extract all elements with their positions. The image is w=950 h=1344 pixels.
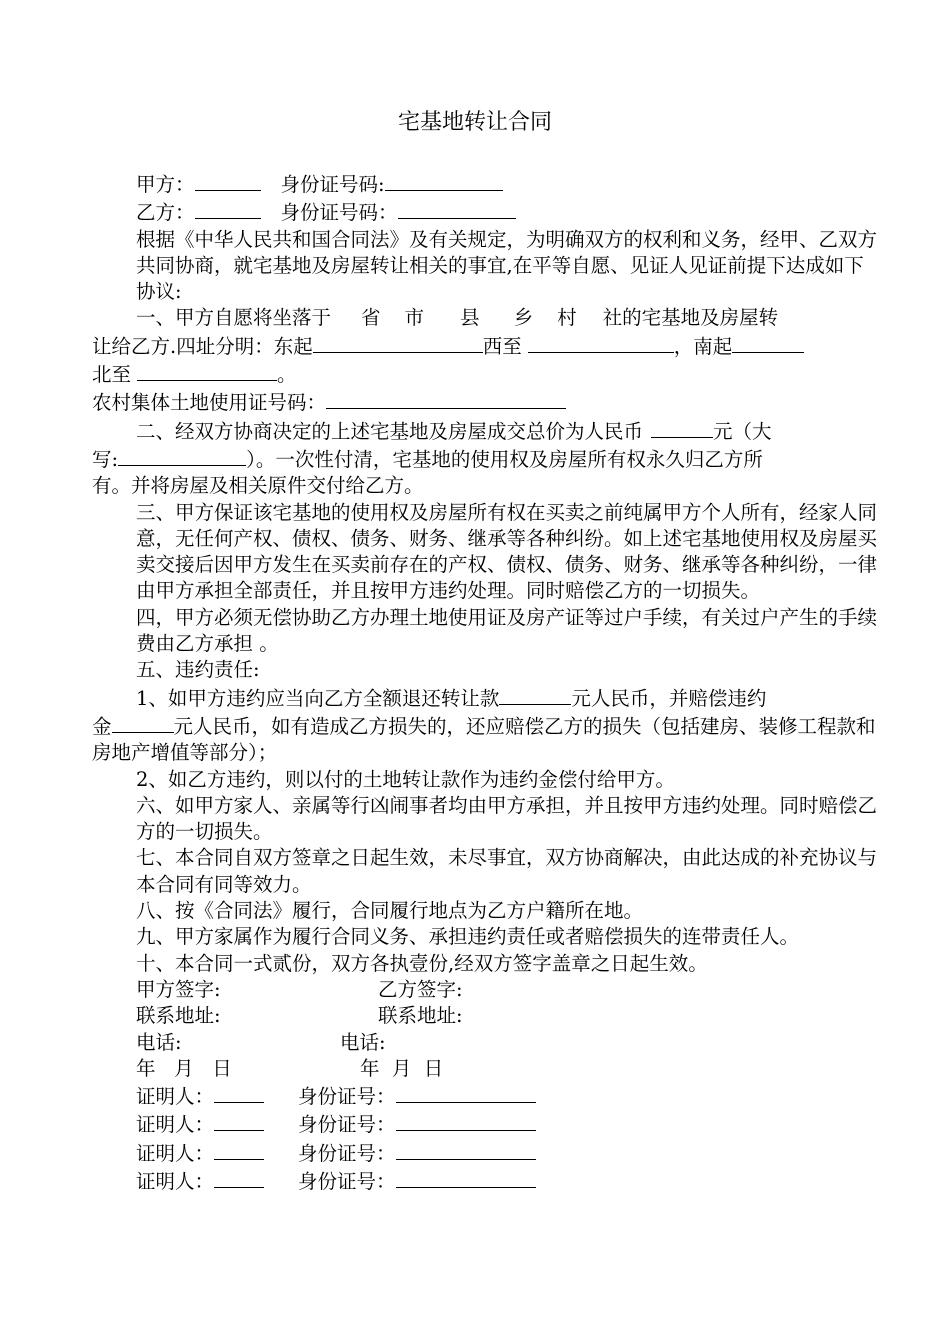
- clause-4: 四，甲方必须无偿协助乙方办理土地使用证及房产证等过户手续，有关过户产生的手续费由乙方承担 。: [136, 605, 878, 656]
- price-blank: [651, 417, 713, 438]
- witness-id-blank: [396, 1167, 536, 1188]
- south-label: ，南起: [673, 334, 733, 358]
- clause-5-heading: 五、违约责任:: [136, 658, 260, 682]
- clause-5-1a: 1、如甲方违约应当向乙方全额退还转让款: [136, 686, 500, 710]
- witness-id-blank: [396, 1082, 536, 1103]
- witness-name-blank: [214, 1082, 264, 1103]
- clause-1-east-label: 让给乙方.四址分明：东起: [92, 334, 313, 358]
- clause-1-end: 。: [277, 363, 297, 387]
- party-b-line: [92, 198, 882, 226]
- party-a-address-label: 联系地址:: [136, 1004, 221, 1028]
- clause-2: [92, 417, 882, 445]
- clause-2-yuan: 元（大: [713, 419, 772, 443]
- witness-name-blank: [214, 1110, 264, 1131]
- date-row: [92, 1056, 882, 1082]
- price-words-blank: [118, 445, 246, 466]
- north-label: 北至: [92, 363, 132, 387]
- west-label: 西至: [482, 334, 522, 358]
- witness-label: 证明人：: [136, 1169, 215, 1193]
- clause-1-boundaries: [92, 332, 882, 360]
- province-label: 省: [361, 306, 381, 330]
- witness-row: [92, 1110, 882, 1138]
- party-a-phone-label: 电话:: [136, 1030, 182, 1054]
- party-a-id-blank: [385, 170, 503, 191]
- clause-5-1c: 金: [92, 714, 112, 738]
- party-a-line: [92, 170, 882, 198]
- clause-1-she: 社的宅基地及房屋转: [602, 306, 779, 330]
- clause-5-item-1-cont: [92, 712, 882, 767]
- witness-name-blank: [214, 1139, 264, 1160]
- refund-blank: [499, 684, 571, 705]
- phone-row: [92, 1030, 882, 1056]
- clause-5-item-2: 2、如乙方违约，则以付的土地转让款作为违约金偿付给甲方。: [136, 767, 675, 791]
- clause-1-text: 一、甲方自愿将坐落于: [136, 306, 332, 330]
- clause-1-north: [92, 360, 882, 388]
- party-a-date: 年 月 日: [136, 1056, 232, 1080]
- clause-5-1b: 元人民币，并赔偿违约: [571, 686, 767, 710]
- penalty-blank: [112, 712, 174, 733]
- clause-10: 十、本合同一式贰份，双方各执壹份,经双方签字盖章之日起生效。: [136, 951, 708, 975]
- party-b-phone-label: 电话:: [340, 1030, 386, 1054]
- clause-2-xie: 写:: [92, 447, 119, 471]
- party-a-id-label: 身份证号码:: [280, 173, 385, 196]
- party-b-signature-label: 乙方签字:: [378, 977, 463, 1001]
- signature-row: [92, 977, 882, 1003]
- city-label: 市: [404, 306, 425, 330]
- witness-row: [92, 1139, 882, 1167]
- county-label: 县: [460, 306, 480, 330]
- clause-2-cont: [92, 445, 882, 473]
- clause-5-item-1: [92, 684, 882, 712]
- land-cert-blank: [326, 388, 566, 409]
- party-b-date: 年 月 日: [360, 1056, 444, 1080]
- party-b-address-label: 联系地址:: [378, 1004, 463, 1028]
- party-a-label: 甲方：: [136, 173, 195, 196]
- clause-2-end: 有。并将房屋及相关原件交付给乙方。: [92, 474, 424, 498]
- witness-row: [92, 1167, 882, 1195]
- west-blank: [528, 332, 674, 353]
- clause-3: 三、甲方保证该宅基地的使用权及房屋所有权在买卖之前纯属甲方个人所有，经家人同意，无任何产权、债权、债务、财务、继承等各种纠纷。如上述宅基地使用权及房屋买卖交接后因甲方发生在买卖前存在的产权、债权、债务、财务、继承等各种纠纷，一律由甲方承担全部责任，并且按甲方违约处理。同时赔偿乙方的一切损失。: [136, 500, 878, 603]
- party-a-name-blank: [195, 170, 261, 191]
- party-b-name-blank: [195, 198, 261, 219]
- clause-2-text-b: ）。一次性付清，宅基地的使用权及房屋所有权永久归乙方所: [246, 447, 763, 471]
- witness-id-label: 身份证号：: [298, 1141, 396, 1165]
- witness-row: [92, 1082, 882, 1110]
- town-label: 乡: [513, 306, 534, 330]
- document-title: 宅基地转让合同: [397, 110, 552, 135]
- witness-label: 证明人：: [136, 1085, 215, 1109]
- party-b-id-label: 身份证号码：: [280, 201, 398, 225]
- witness-name-blank: [214, 1167, 264, 1188]
- party-b-label: 乙方：: [136, 201, 195, 225]
- witness-id-blank: [396, 1139, 536, 1160]
- land-cert-label: 农村集体土地使用证号码：: [92, 391, 327, 415]
- clause-6: 六、如甲方家人、亲属等行凶闹事者均由甲方承担，并且按甲方违约处理。同时赔偿乙方的一切损失。: [136, 793, 878, 844]
- village-label: 村: [557, 306, 577, 330]
- clause-5-1d: 元人民币，如有造成乙方损失的，还应赔偿乙方的损失（包括建房、装修工程款和房地产增值等部分）；: [92, 714, 876, 765]
- witness-label: 证明人：: [136, 1141, 215, 1165]
- witness-id-label: 身份证号：: [298, 1113, 396, 1137]
- land-cert-line: [92, 388, 882, 416]
- party-a-signature-label: 甲方签字:: [136, 977, 221, 1001]
- contract-body: [92, 170, 882, 1195]
- address-row: [92, 1003, 882, 1029]
- witness-id-label: 身份证号：: [298, 1169, 396, 1193]
- clause-7: 七、本合同自双方签章之日起生效，未尽事宜，双方协商解决，由此达成的补充协议与本合同有同等效力。: [136, 846, 878, 896]
- clause-1: [92, 305, 882, 331]
- witness-id-label: 身份证号：: [298, 1085, 396, 1109]
- clause-2-text: 二、经双方协商决定的上述宅基地及房屋成交总价为人民币: [136, 419, 644, 443]
- witness-id-blank: [396, 1110, 536, 1131]
- clause-9: 九、甲方家属作为履行合同义务、承担违约责任或者赔偿损失的连带责任人。: [136, 925, 800, 949]
- party-b-id-blank: [398, 198, 516, 219]
- south-blank: [732, 332, 804, 353]
- clause-8: 八、按《合同法》履行，合同履行地点为乙方户籍所在地。: [136, 899, 644, 923]
- east-blank: [313, 332, 483, 353]
- north-blank: [137, 360, 277, 381]
- witness-label: 证明人：: [136, 1113, 215, 1137]
- intro-paragraph: 根据《中华人民共和国合同法》及有关规定，为明确双方的权利和义务，经甲、乙双方共同协商，就宅基地及房屋转让相关的事宜,在平等自愿、见证人见证前提下达成如下协议:: [136, 227, 878, 304]
